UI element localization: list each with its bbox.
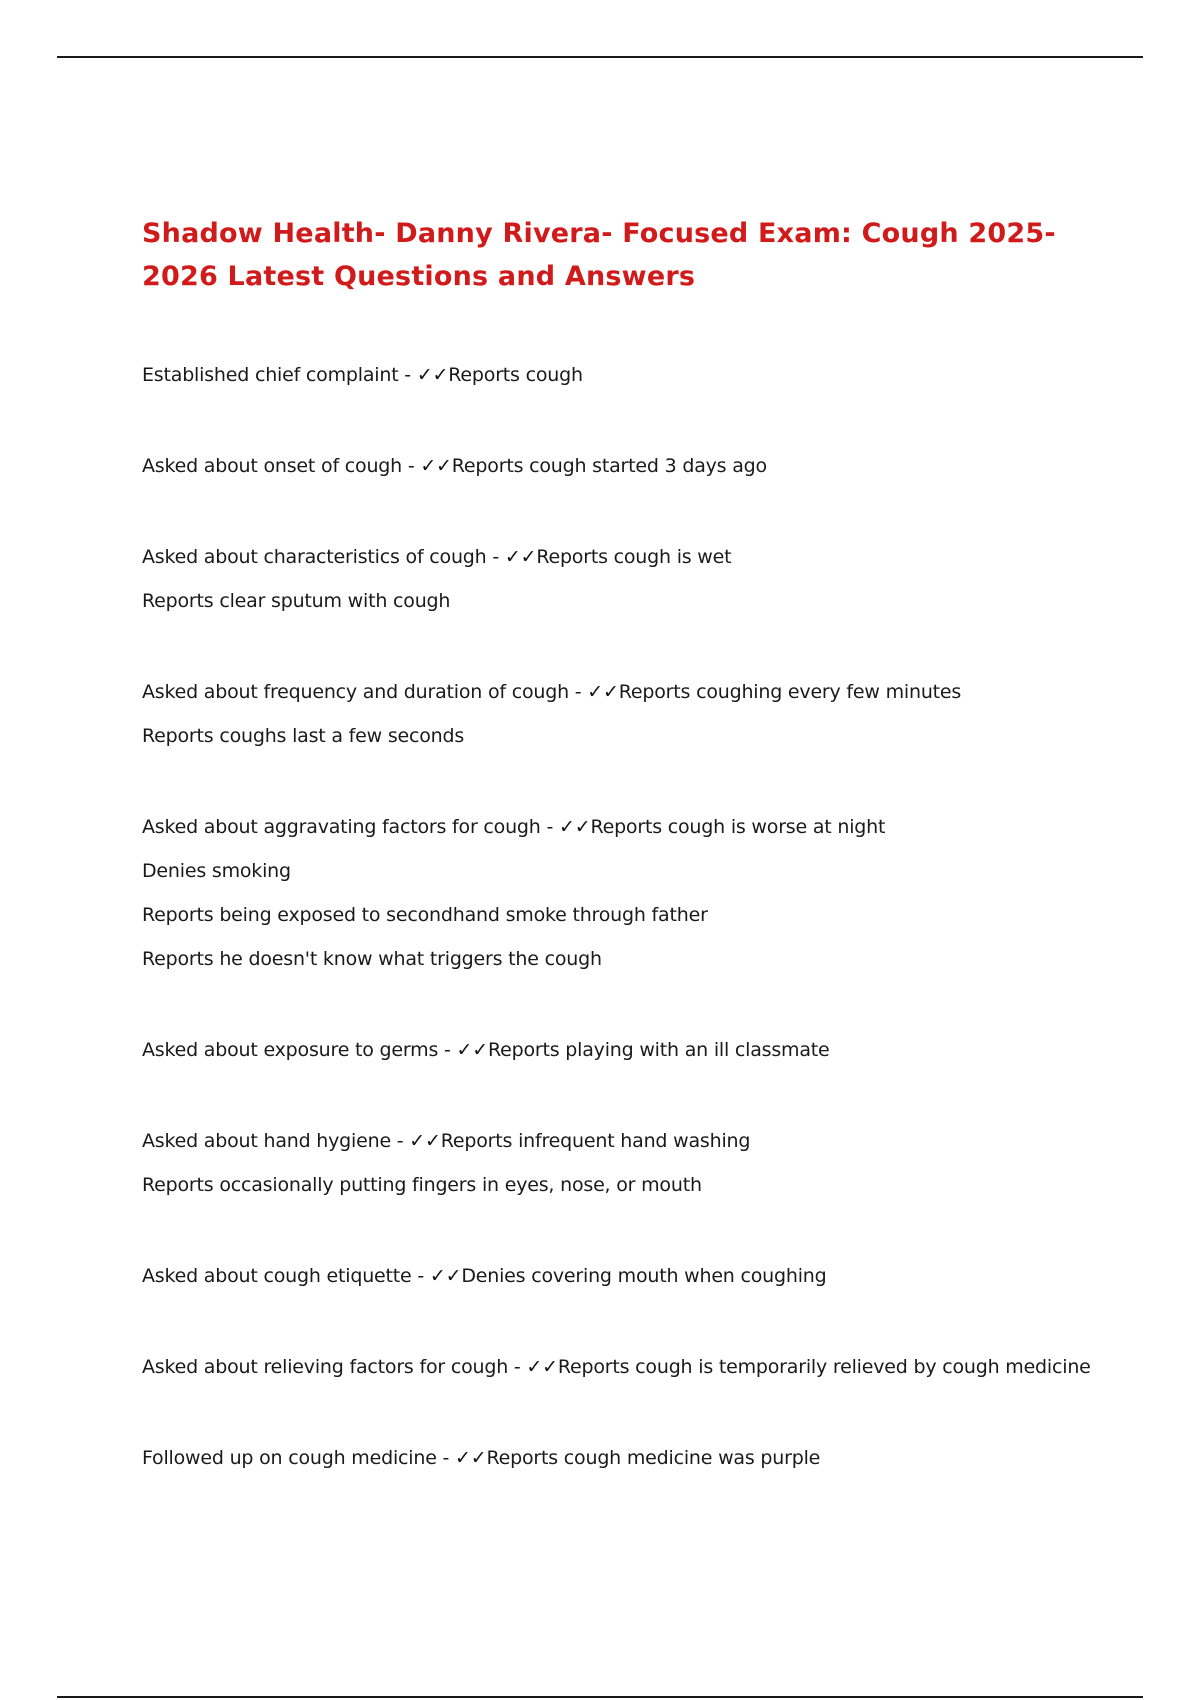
qa-item (142, 449, 1142, 493)
answer-text: Reports cough (448, 364, 583, 386)
qa-item (142, 810, 1142, 986)
question-text: Asked about frequency and duration of cough (142, 681, 569, 703)
qa-item (142, 1033, 1142, 1077)
separator: - (401, 455, 421, 477)
qa-line (142, 1124, 1142, 1168)
qa-item (142, 675, 1142, 763)
answer-text: Reports cough is wet (536, 546, 732, 568)
qa-line (142, 675, 1142, 719)
check-mark-icon: ✓✓ (558, 816, 591, 838)
separator: - (398, 364, 417, 386)
qa-line (142, 810, 1142, 854)
qa-line (142, 540, 1142, 584)
check-mark-icon: ✓✓ (420, 455, 452, 477)
separator: - (438, 1039, 457, 1061)
separator: - (486, 546, 505, 568)
check-mark-icon: ✓✓ (416, 364, 449, 386)
qa-list (142, 358, 1142, 1532)
answer-text: Reports infrequent hand washing (440, 1130, 751, 1152)
separator: - (508, 1356, 527, 1378)
question-text: Followed up on cough medicine (142, 1447, 437, 1469)
check-mark-icon: ✓✓ (429, 1265, 462, 1287)
answer-detail: Reports clear sputum with cough (142, 590, 451, 612)
answer-detail: Reports he doesn't know what triggers the cough (142, 948, 602, 970)
question-text: Asked about characteristics of cough (142, 546, 487, 568)
question-text: Asked about relieving factors for cough (142, 1356, 509, 1378)
qa-line (142, 1259, 1142, 1303)
check-mark-icon: ✓✓ (504, 546, 537, 568)
answer-text: Denies covering mouth when coughing (461, 1265, 827, 1287)
answer-detail: Reports occasionally putting fingers in eyes, nose, or mouth (142, 1174, 702, 1196)
separator: - (411, 1265, 430, 1287)
separator: - (436, 1447, 456, 1469)
check-mark-icon: ✓✓ (409, 1130, 441, 1152)
answer-detail: Reports coughs last a few seconds (142, 725, 465, 747)
question-text: Asked about exposure to germs (142, 1039, 439, 1061)
qa-line (142, 449, 1142, 493)
document-title: Shadow Health- Danny Rivera- Focused Exam: Cough 2025-2026 Latest Questions and Answers (142, 218, 1056, 292)
answer-text: Reports cough is worse at night (590, 816, 886, 838)
answer-text: Reports cough medicine was purple (486, 1447, 821, 1469)
check-mark-icon: ✓✓ (456, 1039, 488, 1061)
answer-text: Reports cough is temporarily relieved by cough medicine (557, 1356, 1091, 1378)
qa-line (142, 1350, 1142, 1394)
bottom-rule (57, 1696, 1143, 1698)
qa-item (142, 1350, 1142, 1394)
qa-line (142, 1033, 1142, 1077)
question-text: Established chief complaint (142, 364, 399, 386)
check-mark-icon: ✓✓ (526, 1356, 558, 1378)
answer-text: Reports coughing every few minutes (618, 681, 962, 703)
question-text: Asked about onset of cough (142, 455, 402, 477)
answer-detail: Reports being exposed to secondhand smoke through father (142, 904, 708, 926)
question-text: Asked about cough etiquette (142, 1265, 412, 1287)
qa-line (142, 1441, 1142, 1485)
question-text: Asked about hand hygiene (142, 1130, 391, 1152)
qa-item (142, 1259, 1142, 1303)
answer-detail: Denies smoking (142, 860, 291, 882)
top-rule (57, 56, 1143, 58)
qa-line (142, 358, 1142, 402)
separator: - (540, 816, 559, 838)
check-mark-icon: ✓✓ (455, 1447, 487, 1469)
separator: - (568, 681, 588, 703)
qa-item (142, 1441, 1142, 1485)
check-mark-icon: ✓✓ (587, 681, 619, 703)
qa-item (142, 358, 1142, 402)
separator: - (390, 1130, 410, 1152)
qa-item (142, 1124, 1142, 1212)
question-text: Asked about aggravating factors for cough (142, 816, 541, 838)
answer-text: Reports playing with an ill classmate (487, 1039, 830, 1061)
qa-item (142, 540, 1142, 628)
answer-text: Reports cough started 3 days ago (451, 455, 767, 477)
